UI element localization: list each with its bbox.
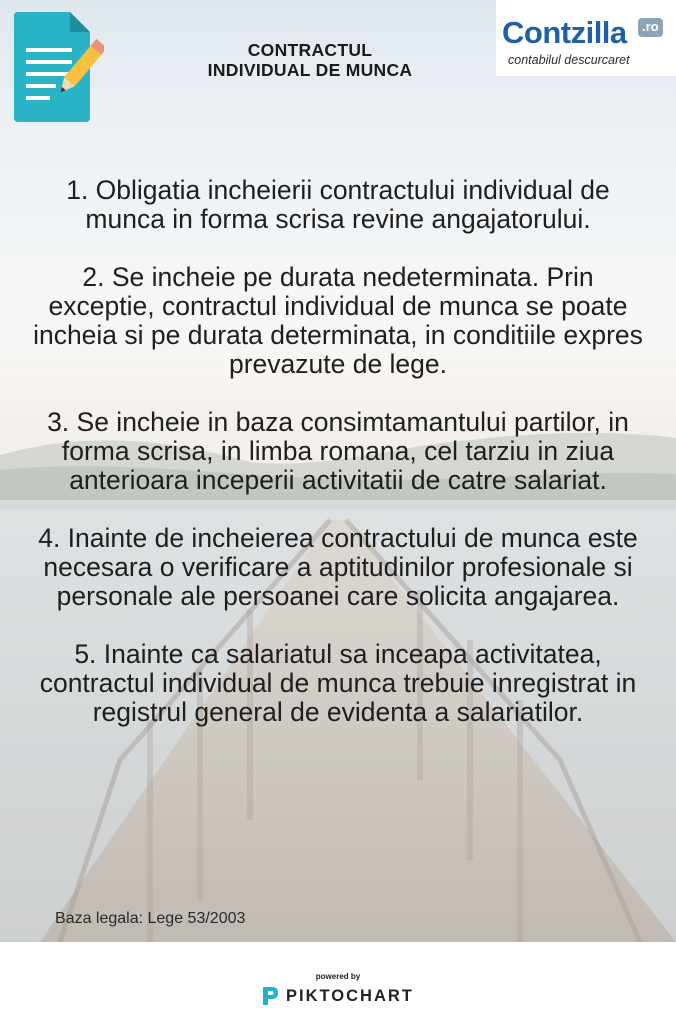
list-item: 3. Se incheie in baza consimtamantului partilor, in forma scrisa, in limba romana, cel tarziu in ziua anterioara inceperii activitatii de catre salariat. xyxy=(47,407,629,495)
document-pencil-icon xyxy=(12,12,104,124)
legal-basis: Baza legala: Lege 53/2003 xyxy=(55,910,246,927)
piktochart-wordmark: PIKTOCHART xyxy=(286,986,414,1005)
list-item: 5. Inainte ca salariatul sa inceapa activitatea, contractul individual de munca trebuie inregistrat in registrul general de evidenta a salariatilor. xyxy=(39,639,637,727)
piktochart-link[interactable] xyxy=(260,984,414,1008)
powered-by-label: powered by xyxy=(315,972,361,981)
footer xyxy=(0,942,676,1024)
contzilla-logo xyxy=(496,0,676,76)
list-item: 2. Se incheie pe durata nedeterminata. Prin exceptie, contractul individual de munca se poate incheia si pe durata determinata, in conditiile expres prevazute de lege. xyxy=(33,262,643,379)
logo-suffix: .ro xyxy=(638,18,663,37)
list-item: 1. Obligatia incheierii contractului individual de munca in forma scrisa revine angajatorului. xyxy=(66,175,610,234)
logo-word: Contzilla xyxy=(502,15,627,50)
list-item: 4. Inainte de incheierea contractului de munca este necesara o verificare a aptitudinilor profesionale si personale ale persoanei care solicita angajarea. xyxy=(38,523,638,611)
piktochart-logo-icon xyxy=(260,985,280,1007)
title-line-2: INDIVIDUAL DE MUNCA xyxy=(207,60,413,80)
page-title xyxy=(150,40,470,80)
article-list xyxy=(30,176,646,727)
title-line-1: CONTRACTUL xyxy=(247,40,373,60)
logo-tagline: contabilul descurcaret xyxy=(508,53,630,67)
